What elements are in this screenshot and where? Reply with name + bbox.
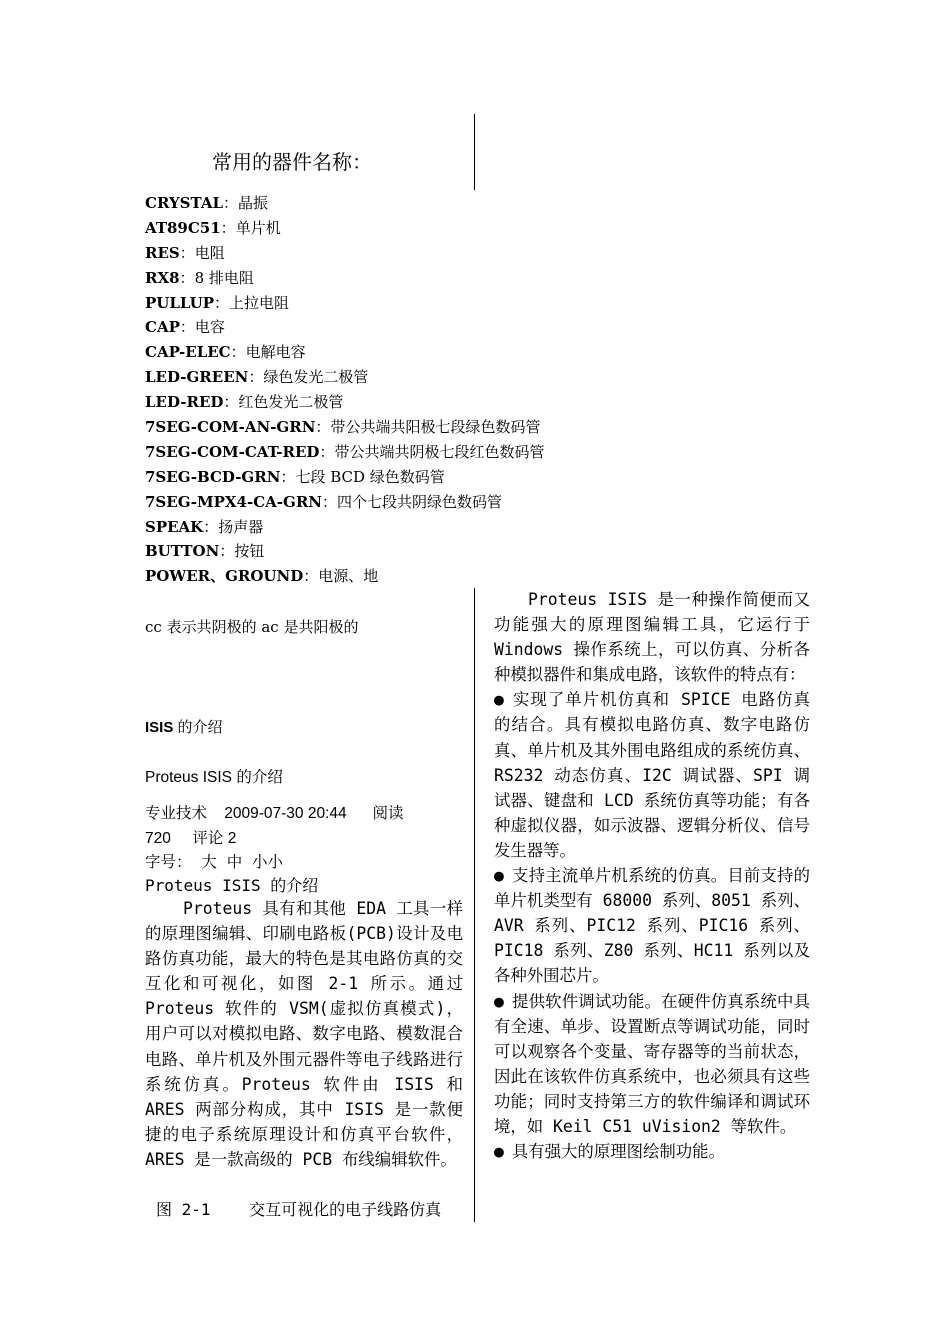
- font-size-selector[interactable]: 字号： 大 中 小小: [145, 853, 284, 871]
- figure-caption: 图 2-1 交互可视化的电子线路仿真: [156, 1200, 442, 1219]
- list-item: 7SEG-MPX4-CA-GRN：四个七段共阴绿色数码管: [145, 492, 503, 511]
- list-item: SPEAK：扬声器: [145, 517, 264, 536]
- component-code: 7SEG-COM-AN-GRN: [145, 418, 316, 437]
- component-desc: 电容: [194, 318, 225, 337]
- paragraph-text: Proteus 具有和其他 EDA 工具一样的原理图编辑、印刷电路板(PCB)设计及电路仿真功能，最大的特色是其电路仿真的交互化和可视化，如图 2-1 所示。通过 Proteus 软件的 VSM(虚拟仿真模式)，用户可以对模拟电路、数字电路、模数混合电路、单片机及外围元器件等电子线路进行系统仿真。Proteus 软件由 ISIS 和 ARES 两部分构成，其中 ISIS 是一款便捷的电子系统原理设计和仿真平台软件， ARES 是一款高级的 PCB 布线编辑软件。: [145, 899, 463, 1169]
- component-desc: 上拉电阻: [229, 293, 290, 312]
- component-code: CAP: [145, 318, 180, 337]
- list-item: 7SEG-COM-AN-GRN：带公共端共阳极七段绿色数码管: [145, 418, 541, 437]
- component-desc: 电源、地: [318, 567, 379, 586]
- article-title: Proteus ISIS 的介绍: [145, 876, 319, 895]
- list-item: RX8：8 排电阻: [145, 268, 254, 287]
- bullet-icon: ●: [494, 1142, 504, 1162]
- cc-ac-note: cc 表示共阴极的 ac 是共阳极的: [145, 618, 359, 636]
- list-item: CRYSTAL：晶振: [145, 194, 269, 212]
- component-desc: 晶振: [238, 194, 269, 212]
- component-desc: 电阻: [194, 243, 225, 262]
- list-item: POWER、GROUND：电源、地: [145, 567, 379, 586]
- component-code: RES: [145, 243, 180, 262]
- component-desc: 按钮: [234, 542, 265, 561]
- isis-heading-rest: 的介绍: [173, 719, 223, 736]
- component-desc: 带公共端共阴极七段红色数码管: [334, 442, 545, 461]
- component-code: RX8: [145, 268, 180, 287]
- list-item: ● 实现了单片机仿真和 SPICE 电路仿真的结合。具有模拟电路仿真、数字电路仿真、单片机及其外围电路组成的系统仿真、RS232 动态仿真、I2C 调试器、SPI 调试器、键盘和 LCD 系统仿真等功能；有各种虚拟仪器，如示波器、逻辑分析仪、信号发生器等。: [494, 690, 810, 860]
- component-code: LED-RED: [145, 393, 224, 412]
- component-desc: 四个七段共阴绿色数码管: [337, 492, 503, 511]
- list-item: RES：电阻: [145, 243, 225, 262]
- list-item: CAP：电容: [145, 318, 225, 337]
- component-desc: 扬声器: [218, 517, 264, 536]
- features-column: [494, 587, 810, 1164]
- component-code: BUTTON: [145, 542, 220, 561]
- bullet-icon: ●: [494, 866, 505, 886]
- intro-paragraph: Proteus ISIS 是一种操作简便而又功能强大的原理图编辑工具，它运行于 Windows 操作系统上，可以仿真、分析各种模拟器件和集成电路，该软件的特点有：: [494, 590, 810, 685]
- component-list: [145, 191, 544, 589]
- proteus-heading: Proteus ISIS 的介绍: [145, 769, 283, 786]
- bullet-icon: ●: [494, 690, 505, 710]
- component-code: 7SEG-COM-CAT-RED: [145, 442, 320, 461]
- component-code: SPEAK: [145, 517, 204, 536]
- list-item: ● 具有强大的原理图绘制功能。: [494, 1142, 725, 1162]
- component-desc: 绿色发光二极管: [263, 368, 369, 387]
- list-item: 7SEG-COM-CAT-RED：带公共端共阴极七段红色数码管: [145, 442, 545, 461]
- meta-line-1: 专业技术 2009-07-30 20:44 阅读: [145, 805, 404, 822]
- component-code: AT89C51: [145, 218, 221, 237]
- isis-heading: [145, 716, 223, 737]
- component-code: LED-GREEN: [145, 368, 249, 387]
- article-paragraph: [145, 896, 463, 1172]
- component-code: POWER、GROUND: [145, 567, 304, 586]
- isis-heading-bold: ISIS: [145, 719, 174, 736]
- list-item: LED-RED：红色发光二极管: [145, 393, 344, 412]
- component-desc: 红色发光二极管: [238, 393, 344, 412]
- component-desc: 七段 BCD 绿色数码管: [295, 467, 445, 486]
- list-item: CAP-ELEC：电解电容: [145, 343, 306, 362]
- list-item: BUTTON：按钮: [145, 542, 265, 561]
- column-divider-line: [474, 588, 475, 1222]
- list-item: 7SEG-BCD-GRN：七段 BCD 绿色数码管: [145, 467, 445, 486]
- list-item: AT89C51：单片机: [145, 218, 281, 237]
- list-item: ● 提供软件调试功能。在硬件仿真系统中具有全速、单步、设置断点等调试功能，同时可以观察各个变量、寄存器等的当前状态，因此在该软件仿真系统中，也必须具有这些功能；同时支持第三方的软件编译和调试环境，如 Keil C51 uVision2 等软件。: [494, 991, 810, 1136]
- component-desc: 单片机: [235, 218, 281, 237]
- component-code: 7SEG-BCD-GRN: [145, 467, 281, 486]
- component-code: CRYSTAL: [145, 194, 224, 212]
- top-divider-line: [474, 114, 475, 190]
- bullet-icon: ●: [494, 991, 505, 1011]
- component-desc: 带公共端共阳极七段绿色数码管: [330, 418, 541, 437]
- component-desc: 8 排电阻: [194, 268, 254, 287]
- meta-line-2: 720 评论 2: [145, 830, 237, 847]
- component-code: 7SEG-MPX4-CA-GRN: [145, 492, 322, 511]
- list-item: LED-GREEN：绿色发光二极管: [145, 368, 369, 387]
- component-desc: 电解电容: [245, 343, 306, 362]
- list-item: ● 支持主流单片机系统的仿真。目前支持的单片机类型有 68000 系列、8051 系列、AVR 系列、PIC12 系列、PIC16 系列、PIC18 系列、Z80 系列、HC11 系列以及各种外围芯片。: [494, 866, 810, 986]
- list-item: PULLUP：上拉电阻: [145, 293, 290, 312]
- component-code: CAP-ELEC: [145, 343, 231, 362]
- component-code: PULLUP: [145, 293, 214, 312]
- page-title: 常用的器件名称：: [212, 150, 372, 174]
